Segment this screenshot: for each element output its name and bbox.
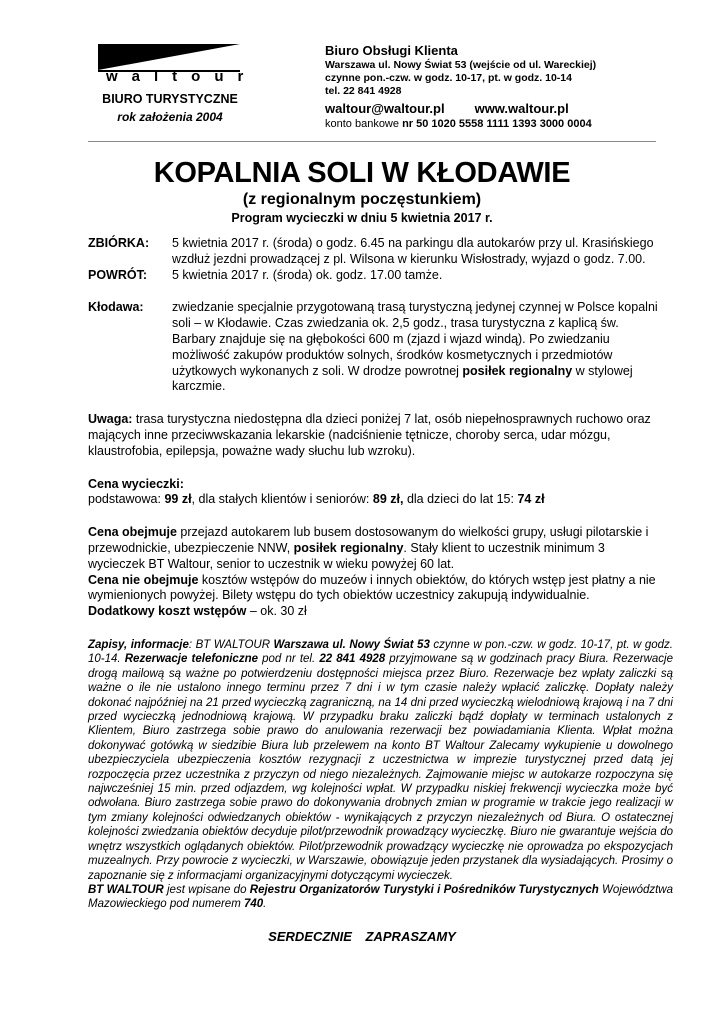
klodawa-meal: posiłek regionalny <box>462 363 573 378</box>
uwaga-label: Uwaga: <box>88 412 133 427</box>
extra-cost-paragraph: Dodatkowy koszt wstępów – ok. 30 zł <box>88 604 307 619</box>
price-heading: Cena wycieczki: <box>88 476 184 491</box>
closing-invitation: SERDECZNIE ZAPRASZAMY <box>268 929 456 944</box>
uwaga-paragraph: Uwaga: trasa turystyczna niedostępna dla dzieci poniżej 7 lat, osób niepełnosprawnych ruchowo oraz mających inne przeciwwskazania lekarskie (nadciśnienie tętnicze, choroby serca, udar mózgu, klaustrofobia, epilepsja, poważne wady słuchu lub wzroku). <box>88 412 651 458</box>
klodawa-row <box>88 300 658 395</box>
bank-prefix: konto bankowe <box>325 117 403 130</box>
zbiorka-label: ZBIÓRKA: <box>88 236 150 250</box>
price-line: podstawowa: 99 zł, dla stałych klientów i seniorów: 89 zł, dla dzieci do lat 15: 74 zł <box>88 492 545 507</box>
terms-fine-print: Zapisy, informacje: BT WALTOUR Warszawa ul. Nowy Świat 53 czynne w pon.-czw. w godz. 10-17, pt. w godz. 10-14. Rezerwacje telefoniczne pod nr tel. 22 841 4928 przyjmowane są w godzinach pracy Biura. Rezerwacje drogą mailową są ważne po potwierdzeniu dostępności miejsca przez Biuro. Rezerwacje bez wpłaty zaliczki są ważne o ile nie ustalono innego terminu przez 7 dni i w tym czasie należy wpłacić zaliczkę. Dopłaty należy dokonać najpóźniej na 21 przed wycieczką zagraniczną, na 14 dni przed wycieczką wielodniową krajową i na 7 dni przed wycieczką jednodniową krajową. W przypadku braku zaliczki bądź dopłaty w terminach ustalonych z Klientem, Biuro zastrzega sobie prawo do anulowania rezerwacji bez powiadamiania Klienta. Wpłat można dokonywać gotówką w siedzibie Biura lub przelewem na konto BT Waltour Zalecamy wykupienie u dowolnego ubezpieczyciela ubezpieczenia kosztów rezygnacji z uczestnictwa w imprezie turystycznej przed datą jej rozpoczęcia przez uczestnika z przyczyn od niego niezależnych. Zajmowanie miejsc w autokarze rozpoczyna się najwcześniej 15 min. przed odjazdem, wg kolejności wpłat. W przypadku niskiej frekwencji wycieczka może być odwołana. Biuro zastrzega sobie prawo do dokonywania drobnych zmian w programie w trakcie jego realizacji w tym zmiany kolejności odwiedzanych obiektów - wynikających z przyczyn niezależnych od Biura. O ostatecznej kolejności zwiedzania obiektów decyduje pilot/przewodnik prowadzący wycieczkę. Biuro nie gwarantuje wejścia do wnętrz wszystkich oglądanych obiektów. Pilot/przewodnik prowadzący wycieczkę nie oprowadza po ekspozycjach muzealnych. Przy powrocie z wycieczki, w Warszawie, obowiązuje jeden przystanek dla wysiadających. Prosimy o zapoznanie się z informacjami organizacyjnymi dotyczącymi wycieczek. BT WALTOUR jest wpisane do Rejestru Organizatorów Turystyki i Pośredników Turystycznych Województwa Mazowieckiego pod numerem 740. <box>88 639 674 911</box>
email-link[interactable]: waltour@waltour.pl <box>325 100 445 116</box>
includes-paragraph: Cena obejmuje przejazd autokarem lub busem dostosowanym do wielkości grupy, usługi pilotarskie i przewodnickie, ubezpieczenie NNW, posiłek regionalny. Stały klient to uczestnik minimum 3 wycieczek BT Waltour, senior to uczestnik w wieku powyżej 60 lat. <box>88 525 649 571</box>
bank-account <box>325 118 695 131</box>
includes-label: Cena obejmuje <box>88 525 177 540</box>
logo-founded-year: rok założenia 2004 <box>117 110 223 124</box>
page-subtitle: (z regionalnym poczęstunkiem) <box>242 191 482 208</box>
contact-web-row <box>325 99 695 118</box>
zbiorka-text: 5 kwietnia 2017 r. (środa) o godz. 6.45 na parkingu dla autokarów przy ul. Krasińskiego wzdłuż jezdni prowadzącej z pl. Wilsona w kierunku Wisłostrady, wyjazd o godz. 7.00. <box>172 236 654 266</box>
excludes-label: Cena nie obejmuje <box>88 572 199 587</box>
klodawa-label: Kłodawa: <box>88 300 144 315</box>
logo-wordmark: waltour <box>106 68 258 85</box>
bank-number: nr 50 1020 5558 1111 1393 3000 0004 <box>402 117 592 130</box>
header-divider <box>88 141 656 142</box>
page-title: KOPALNIA SOLI W KŁODAWIE <box>153 157 571 189</box>
logo-subtitle: BIURO TURYSTYCZNE <box>102 92 238 106</box>
price-children: 74 zł <box>517 492 545 507</box>
office-info <box>325 42 695 131</box>
klodawa-text: zwiedzanie specjalnie przygotowaną trasą turystyczną jedynej czynnej w Polsce kopalni soli – w Kłodawie. Czas zwiedzania ok. 2,5 godz., trasa turystyczna z kaplicą św. Barbary znajduje się na głębokości 600 m (zjazd i wjazd windą). Po zwiedzaniu możliwość zakupów produktów solnych, środków kosmetycznych i przedmiotów użytkowych wykonanych z soli. W drodze powrotnej posiłek regionalny w stylowej karczmie. <box>172 300 658 394</box>
website-link[interactable]: www.waltour.pl <box>474 100 569 116</box>
office-phone: tel. 22 841 4928 <box>325 85 402 98</box>
powrot-label: POWRÓT: <box>88 267 148 282</box>
office-title: Biuro Obsługi Klienta <box>325 43 458 58</box>
program-date: Program wycieczki w dniu 5 kwietnia 2017 r. <box>231 211 493 225</box>
powrot-text: 5 kwietnia 2017 r. (środa) ok. godz. 17.00 tamże. <box>172 267 443 282</box>
office-hours: czynne pon.-czw. w godz. 10-17, pt. w godz. 10-14 <box>325 72 572 85</box>
zbiorka-row <box>88 236 658 268</box>
excludes-paragraph: Cena nie obejmuje kosztów wstępów do muzeów i innych obiektów, do których wstęp jest płatny a nie wymienionych powyżej. Bilety wstępu do tych obiektów uczestnicy zakupują indywidualnie. <box>88 572 656 603</box>
extra-cost-label: Dodatkowy koszt wstępów <box>88 604 247 619</box>
logo-wedge-shape <box>98 44 240 70</box>
price-basic: 99 zł <box>164 492 192 507</box>
powrot-row <box>88 268 658 284</box>
main-content <box>88 236 658 620</box>
waltour-logo <box>98 44 258 85</box>
price-regular: 89 zł, <box>372 492 404 507</box>
office-address: Warszawa ul. Nowy Świat 53 (wejście od ul. Wareckiej) <box>325 59 597 71</box>
